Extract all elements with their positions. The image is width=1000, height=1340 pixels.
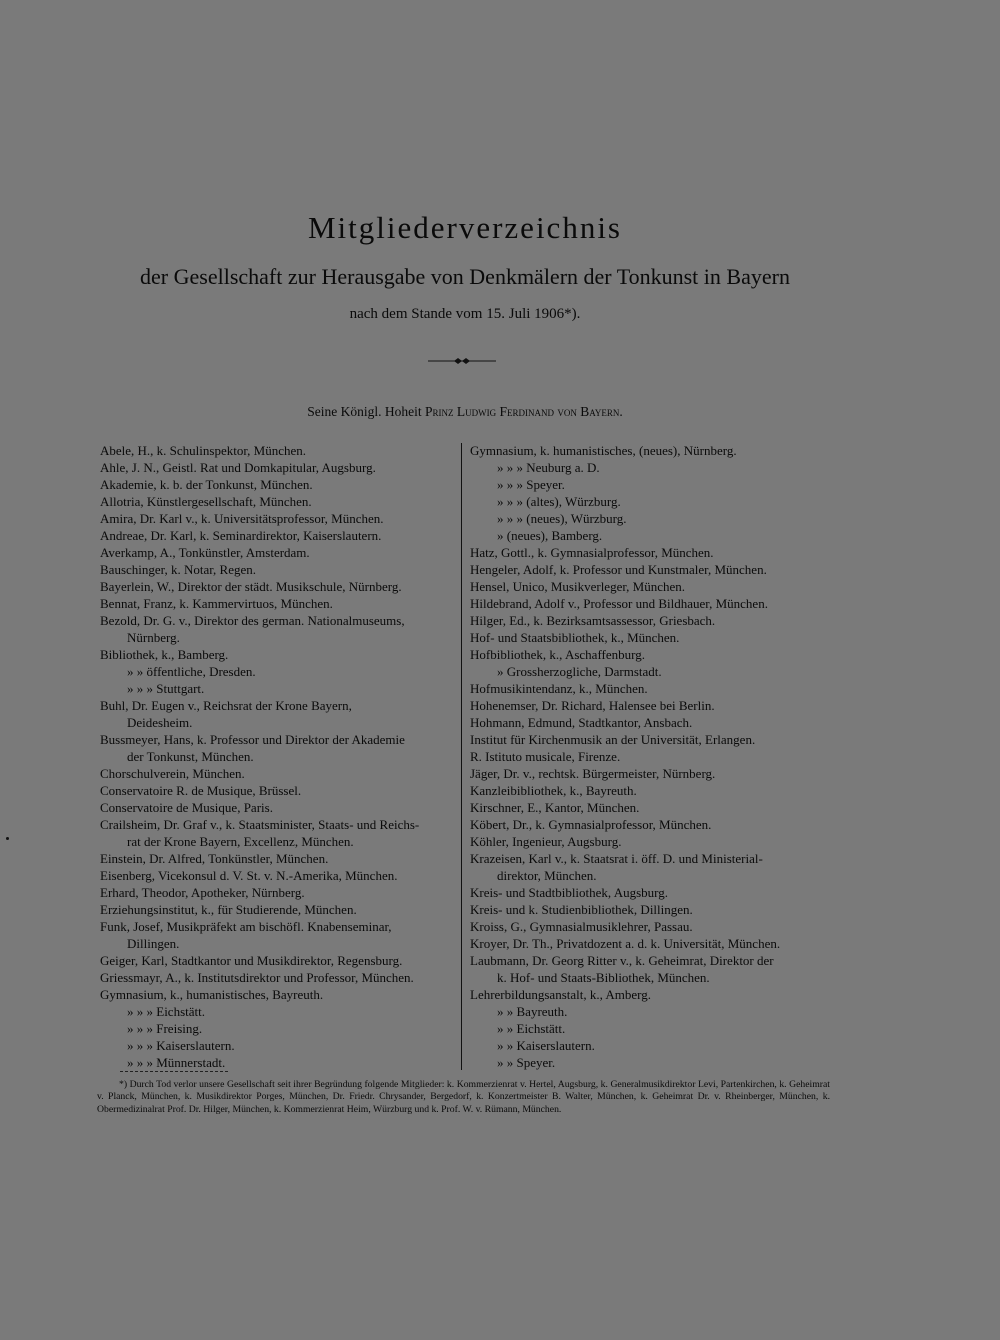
list-item: Lehrerbildungsanstalt, k., Amberg. — [470, 987, 652, 1002]
list-item: » Grossherzogliche, Darmstadt. — [497, 664, 662, 679]
list-item: Erhard, Theodor, Apotheker, Nürnberg. — [100, 885, 305, 900]
list-item: Kreis- und Stadtbibliothek, Augsburg. — [470, 885, 669, 900]
list-item: Akademie, k. b. der Tonkunst, München. — [100, 477, 313, 492]
list-item: Hilger, Ed., k. Bezirksamtsassessor, Griesbach. — [470, 613, 716, 628]
list-item: » » » (neues), Würzburg. — [497, 511, 627, 526]
list-item: Conservatoire de Musique, Paris. — [100, 800, 273, 815]
list-item: Köhler, Ingenieur, Augsburg. — [470, 834, 622, 849]
list-item: » » » (altes), Würzburg. — [497, 494, 621, 509]
list-item: Erziehungsinstitut, k., für Studierende, München. — [100, 902, 357, 917]
list-item: Conservatoire R. de Musique, Brüssel. — [100, 783, 302, 798]
footnote-rule — [120, 1071, 228, 1072]
list-item: Laubmann, Dr. Georg Ritter v., k. Geheimrat, Direktor der — [470, 953, 774, 968]
list-item: Abele, H., k. Schulinspektor, München. — [100, 443, 307, 458]
list-item: Hensel, Unico, Musikverleger, München. — [470, 579, 686, 594]
dedication-name: Prinz Ludwig Ferdinand von Bayern. — [424, 404, 623, 419]
list-item: Amira, Dr. Karl v., k. Universitätsprofessor, München. — [100, 511, 384, 526]
list-item: » » » Kaiserslautern. — [127, 1038, 235, 1053]
list-item: Hofmusikintendanz, k., München. — [470, 681, 648, 696]
list-item: direktor, München. — [497, 868, 597, 883]
list-item: Funk, Josef, Musikpräfekt am bischöfl. Knabenseminar, — [100, 919, 392, 934]
list-item: rat der Krone Bayern, Excellenz, München. — [127, 834, 354, 849]
member-list-right — [470, 442, 828, 1071]
list-item: Hof- und Staatsbibliothek, k., München. — [470, 630, 680, 645]
list-item: Gymnasium, k. humanistisches, (neues), Nürnberg. — [470, 443, 737, 458]
list-item: » » » Neuburg a. D. — [497, 460, 600, 475]
list-item: Bennat, Franz, k. Kammervirtuos, München. — [100, 596, 333, 611]
list-item: Hofbibliothek, k., Aschaffenburg. — [470, 647, 645, 662]
list-item: Andreae, Dr. Karl, k. Seminardirektor, Kaiserslautern. — [100, 528, 382, 543]
list-item: » » » Speyer. — [497, 477, 565, 492]
list-item: » » » Eichstätt. — [127, 1004, 205, 1019]
list-item: Deidesheim. — [127, 715, 193, 730]
list-item: Bussmeyer, Hans, k. Professor und Direktor der Akademie — [100, 732, 405, 747]
list-item: Gymnasium, k., humanistisches, Bayreuth. — [100, 987, 324, 1002]
list-item: R. Istituto musicale, Firenze. — [470, 749, 621, 764]
list-item: Hengeler, Adolf, k. Professor und Kunstmaler, München. — [470, 562, 767, 577]
dedication — [0, 404, 930, 420]
list-item: Chorschulverein, München. — [100, 766, 245, 781]
list-item: » » Eichstätt. — [497, 1021, 566, 1036]
list-item: Kreis- und k. Studienbibliothek, Dillingen. — [470, 902, 693, 917]
list-item: Kirschner, E., Kantor, München. — [470, 800, 640, 815]
list-item: Geiger, Karl, Stadtkantor und Musikdirektor, Regensburg. — [100, 953, 403, 968]
list-item: Nürnberg. — [127, 630, 180, 645]
list-item: » » » Münnerstadt. — [127, 1055, 226, 1070]
list-item: Institut für Kirchenmusik an der Universität, Erlangen. — [470, 732, 756, 747]
list-item: » » » Freising. — [127, 1021, 203, 1036]
list-item: Hohmann, Edmund, Stadtkantor, Ansbach. — [470, 715, 693, 730]
list-item: Kroiss, G., Gymnasialmusiklehrer, Passau. — [470, 919, 693, 934]
stray-mark — [6, 837, 9, 840]
list-item: Einstein, Dr. Alfred, Tonkünstler, München. — [100, 851, 329, 866]
list-item: Dillingen. — [127, 936, 180, 951]
list-item: » » öffentliche, Dresden. — [127, 664, 256, 679]
list-item: der Tonkunst, München. — [127, 749, 254, 764]
column-divider — [461, 443, 462, 1070]
list-item: Hatz, Gottl., k. Gymnasialprofessor, München. — [470, 545, 714, 560]
page-subtitle: der Gesellschaft zur Herausgabe von Denkmälern der Tonkunst in Bayern — [140, 264, 790, 289]
list-item: Jäger, Dr. v., rechtsk. Bürgermeister, Nürnberg. — [470, 766, 716, 781]
list-item: Crailsheim, Dr. Graf v., k. Staatsminister, Staats- und Reichs- — [100, 817, 420, 832]
list-item: » » Kaiserslautern. — [497, 1038, 595, 1053]
date-line: nach dem Stande vom 15. Juli 1906*). — [349, 306, 581, 322]
list-item: Krazeisen, Karl v., k. Staatsrat i. öff. D. und Ministerial- — [470, 851, 763, 866]
list-item: Bauschinger, k. Notar, Regen. — [100, 562, 256, 577]
list-item: » » Speyer. — [497, 1055, 556, 1070]
list-item: Hohenemser, Dr. Richard, Halensee bei Berlin. — [470, 698, 715, 713]
ornament-divider — [428, 355, 496, 367]
page-title: Mitgliederverzeichnis — [307, 210, 622, 245]
list-item: Kroyer, Dr. Th., Privatdozent a. d. k. Universität, München. — [470, 936, 781, 951]
dedication-prefix: Seine Königl. Hoheit — [307, 404, 422, 419]
list-item: Köbert, Dr., k. Gymnasialprofessor, München. — [470, 817, 712, 832]
list-item: Ahle, J. N., Geistl. Rat und Domkapitular, Augsburg. — [100, 460, 376, 475]
list-item: Buhl, Dr. Eugen v., Reichsrat der Krone Bayern, — [100, 698, 352, 713]
list-item: Bezold, Dr. G. v., Direktor des german. Nationalmuseums, — [100, 613, 405, 628]
list-item: Eisenberg, Vicekonsul d. V. St. v. N.-Amerika, München. — [100, 868, 398, 883]
list-item: Bibliothek, k., Bamberg. — [100, 647, 229, 662]
list-item: k. Hof- und Staats-Bibliothek, München. — [497, 970, 710, 985]
list-item: » » » Stuttgart. — [127, 681, 205, 696]
list-item: » » Bayreuth. — [497, 1004, 568, 1019]
list-item: » (neues), Bamberg. — [497, 528, 603, 543]
list-item: Griessmayr, A., k. Institutsdirektor und Professor, München. — [100, 970, 414, 985]
list-item: Averkamp, A., Tonkünstler, Amsterdam. — [100, 545, 310, 560]
list-item: Kanzleibibliothek, k., Bayreuth. — [470, 783, 637, 798]
member-list-left — [100, 442, 456, 1071]
list-item: Hildebrand, Adolf v., Professor und Bildhauer, München. — [470, 596, 768, 611]
list-item: Bayerlein, W., Direktor der städt. Musikschule, Nürnberg. — [100, 579, 402, 594]
footnote: *) Durch Tod verlor unsere Gesellschaft seit ihrer Begründung folgende Mitglieder: k. Kommerzienrat v. Hertel, Augsburg, k. Generalmusikdirektor Levi, Partenkirchen, k. Geheimrat v. Planck, München, k. Musikdirektor Porges, München, Dr. Friedr. Chrysander, Bergedorf, k. Konzertmeister B. Walter, München, k. Geheimrat Dr. v. Rheinberger, München, k. Obermedizinalrat Prof. Dr. Hilger, München, k. Kommerzienrat Heim, Würzburg und k. Prof. W. v. Rümann, München. — [97, 1079, 830, 1115]
list-item: Allotria, Künstlergesellschaft, München. — [100, 494, 312, 509]
